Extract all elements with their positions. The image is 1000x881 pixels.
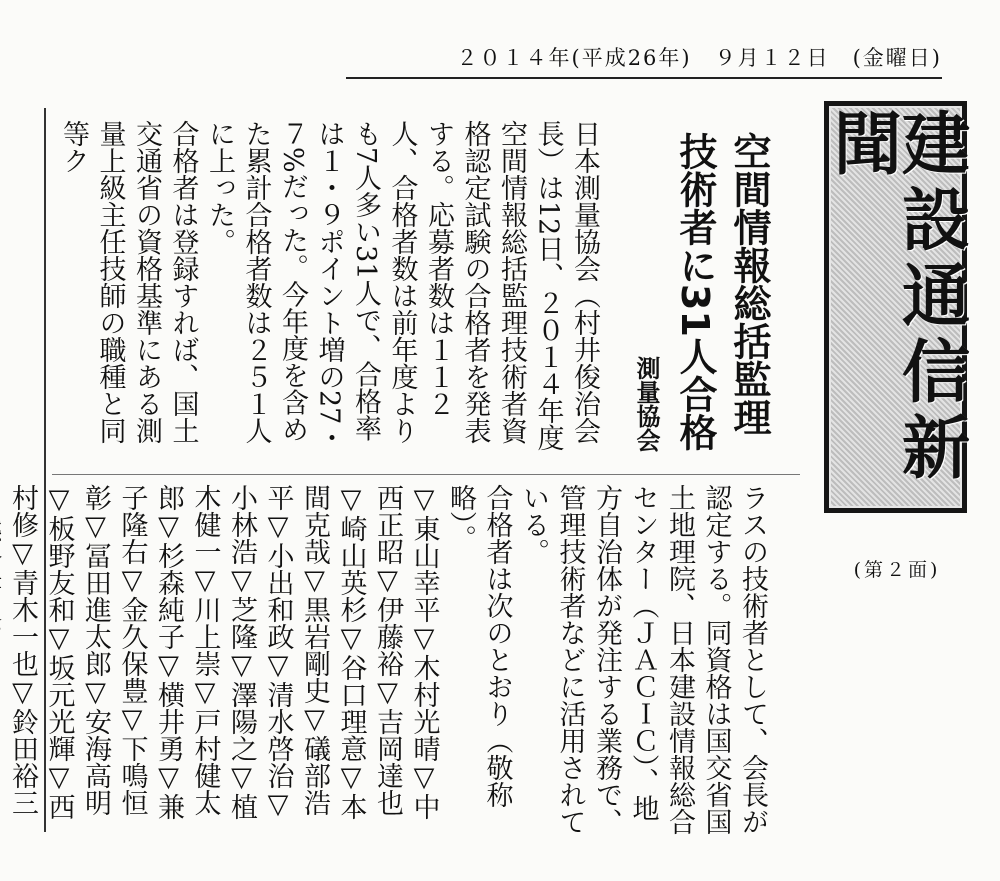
paragraph: 合格者は次のとおり（敬称略）。 [445,484,513,808]
paragraph: 合格者は登録すれば、国土交通省の資格基準にある測量上級主任技師の職種と同等ク [58,120,199,444]
paragraph: 日本測量協会（村井俊治会長）は12日、２０１４年度空間情報総括監理技術者資格認定試験の合格者を発表する。応募者数は１１２人、合格者数は前年度よりも7人多い31人で、合格率は１・９ポイント増の27・７%だった。今年度を含めた累計合格者数は２５１人に上った。 [204,120,600,452]
article-body-top [22,120,602,464]
article [7,104,800,839]
section-divider [52,474,800,475]
masthead-panel [822,106,970,508]
page-number: (第２面) [853,559,941,581]
headline-line-1: 空間情報総括監理 [727,132,771,436]
byline: 測量協会 [632,356,660,452]
newspaper-title: 建設通信新聞 [822,108,970,488]
dateline: ２０１４年(平成26年) ９月１２日 (金曜日) [456,46,942,70]
headline-line-2: 技術者に31人合格 [673,132,717,451]
passer-list: ▽東山幸平▽木村光晴▽中西正昭▽伊藤裕▽吉岡達也▽崎山英杉▽谷口理意▽本間克哉▽黒岩剛史▽礒部浩平▽小出和政▽清水啓治▽小林浩▽芝隆▽澤陽之▽植木健一▽川上崇▽戸村健太郎▽杉森純子▽横井勇▽兼子隆右▽金久保豊▽下鳴恒彰▽冨田進太郎▽安海高明▽板野友和▽坂元光輝▽西村修▽青木一也▽鈴田裕三 [7,484,440,820]
headline [668,132,776,522]
article-body-bottom [7,484,770,836]
paragraph: ラスの技術者として、会長が認定する。同資格は国交省国土地理院、日本建設情報総合センター（ＪＡＣＩＣ）、地方自治体が発注する業務で、管理技術者などに活用されている。 [518,484,768,835]
dateline-rule [346,77,942,79]
masthead [822,101,970,513]
